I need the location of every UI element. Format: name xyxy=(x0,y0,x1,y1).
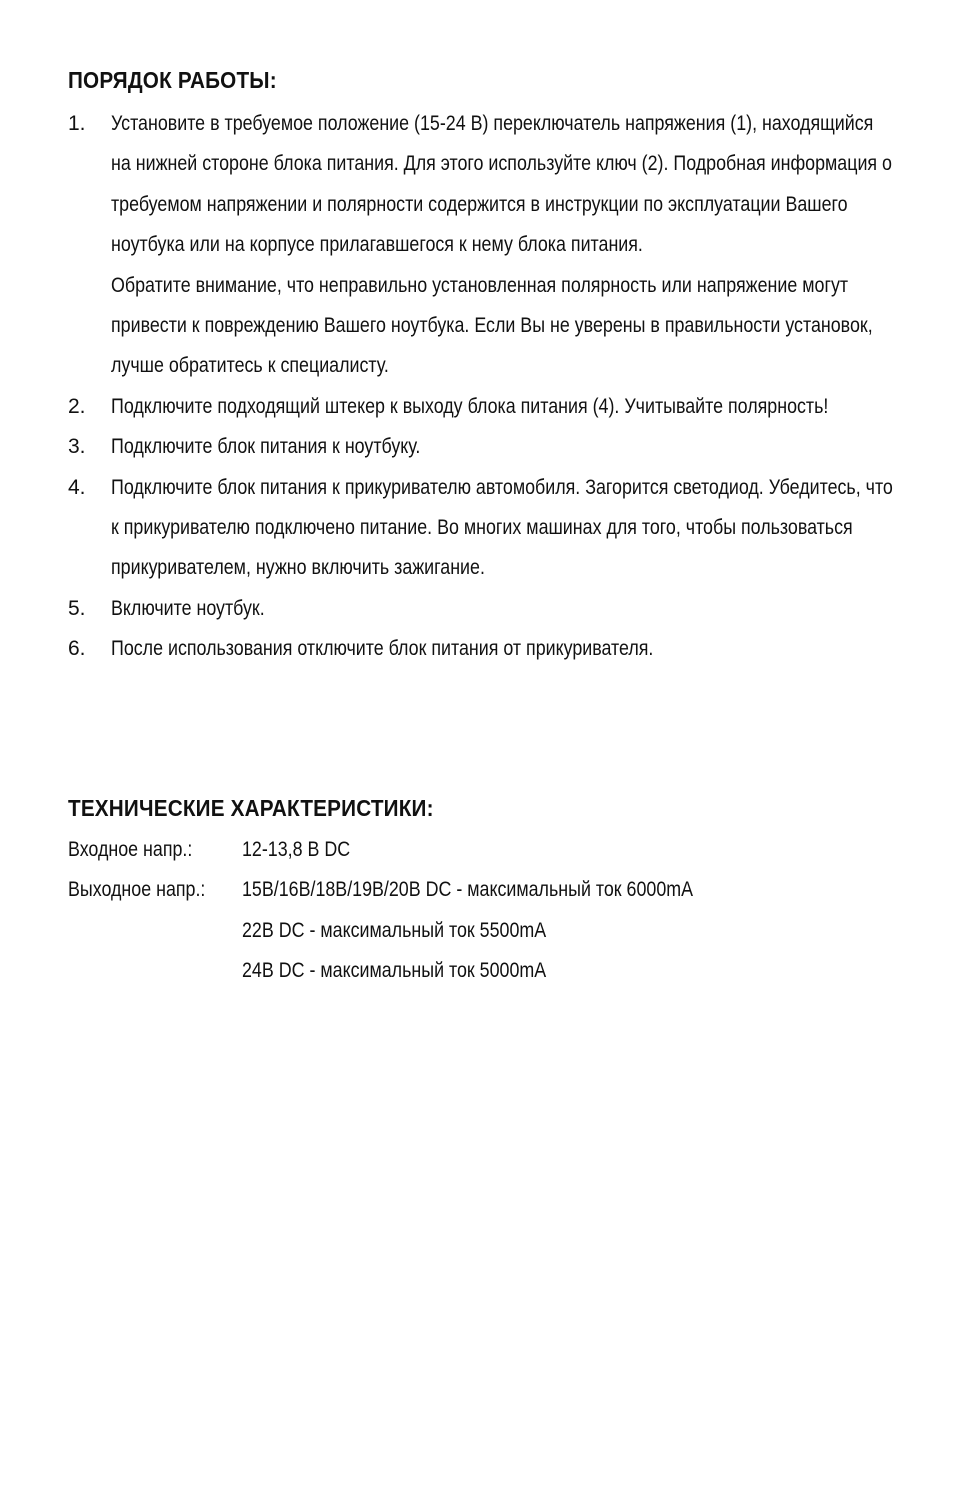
order-heading: ПОРЯДОК РАБОТЫ: xyxy=(68,67,277,93)
step-number: 3. xyxy=(68,435,86,459)
spec-row-output xyxy=(68,870,928,910)
specs-table xyxy=(68,830,928,992)
step-4 xyxy=(68,468,898,589)
step-text: Установите в требуемое положение (15-24 В) переключатель напряжения (1), находящийся на нижней стороне блока питания. Для этого используйте ключ (2). Подробная информация о требуемом напряжении и полярности содержится в инструкции по эксплуатации Вашего ноутбука или на корпусе прилагавшегося к нему блока питания. xyxy=(111,112,892,257)
step-text: Подключите блок питания к ноутбуку. xyxy=(111,435,421,459)
step-1 xyxy=(68,104,898,387)
step-number: 5. xyxy=(68,596,86,620)
specs-heading: ТЕХНИЧЕСКИЕ ХАРАКТЕРИСТИКИ: xyxy=(68,795,434,821)
step-number: 6. xyxy=(68,637,86,661)
spec-row-input xyxy=(68,830,928,870)
spec-value: 22В DC - максимальный ток 5500mA xyxy=(242,918,547,942)
step-text: Включите ноутбук. xyxy=(111,596,265,620)
spec-label: Входное напр.: xyxy=(68,838,193,861)
step-3 xyxy=(68,427,898,467)
spec-row-output-24v xyxy=(68,951,928,991)
spec-value: 15В/16В/18В/19В/20В DC - максимальный ток 6000mA xyxy=(242,878,694,902)
step-2 xyxy=(68,387,898,427)
spec-row-output-22v xyxy=(68,911,928,951)
step-number: 2. xyxy=(68,394,86,418)
step-note: Обратите внимание, что неправильно установленная полярность или напряжение могут привести к повреждению Вашего ноутбука. Если Вы не уверены в правильности установок, лучше обратитесь к специалисту. xyxy=(111,273,873,378)
step-number: 1. xyxy=(68,112,86,135)
step-5 xyxy=(68,589,898,629)
step-number: 4. xyxy=(68,475,86,499)
step-text: Подключите блок питания к прикуривателю автомобиля. Загорится светодиод. Убедитесь, что к прикуривателю подключено питание. Во многих машинах для того, чтобы пользоваться прикуривателем, нужно включить зажигание. xyxy=(111,475,893,580)
spec-label: Выходное напр.: xyxy=(68,878,206,902)
step-text: Подключите подходящий штекер к выходу блока питания (4). Учитывайте полярность! xyxy=(111,394,829,418)
spec-value: 24В DC - максимальный ток 5000mA xyxy=(242,959,547,983)
spec-value: 12-13,8 В DC xyxy=(242,838,351,861)
step-6 xyxy=(68,629,898,669)
step-text: После использования отключите блок питания от прикуривателя. xyxy=(111,637,654,661)
order-steps-list xyxy=(68,104,898,670)
